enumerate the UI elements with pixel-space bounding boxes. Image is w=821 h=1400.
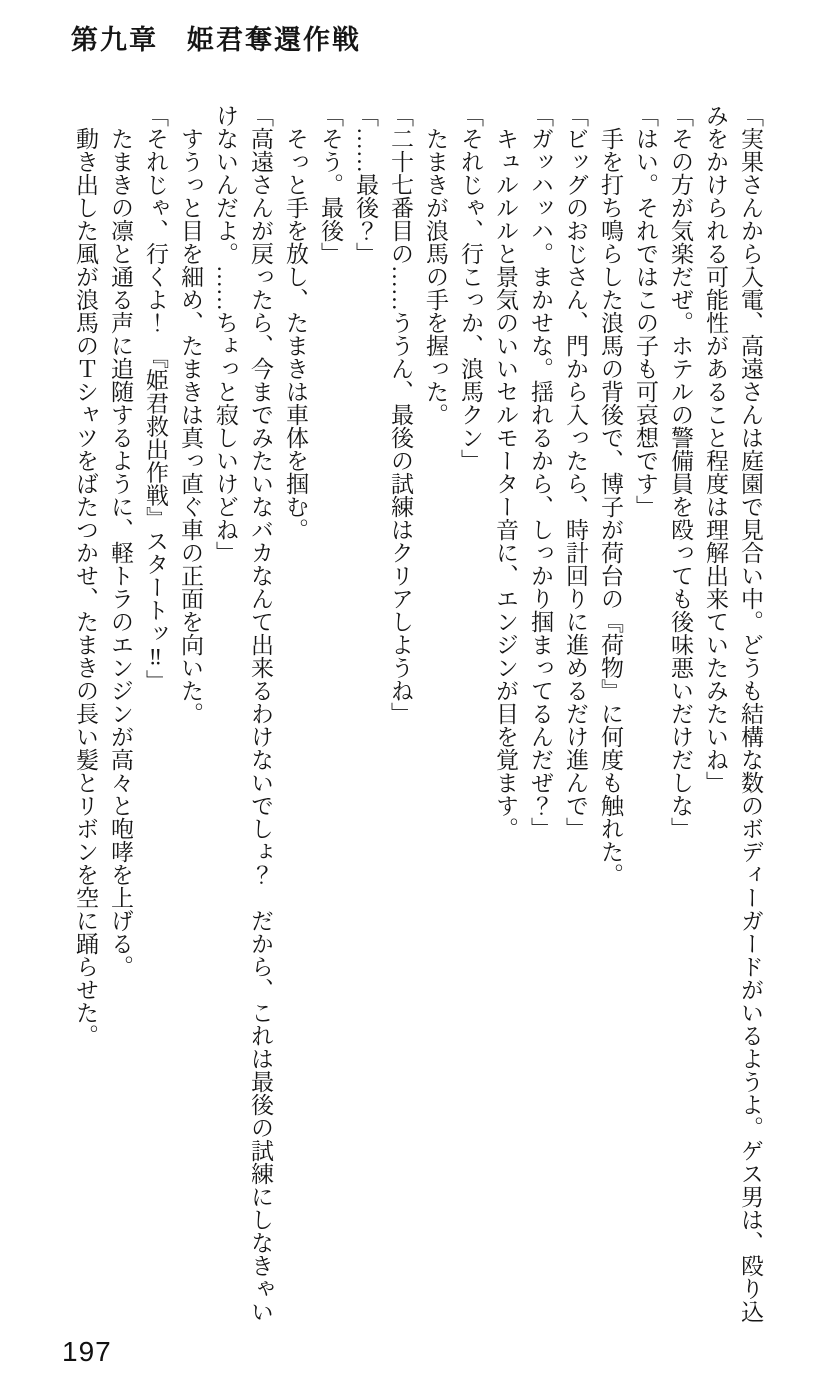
paragraph: 「はい。それではこの子も可哀想です」 <box>633 104 658 518</box>
paragraph: 「そう。最後」 <box>318 104 343 265</box>
paragraph: 「高遠さんが戻ったら、今までみたいなバカなんて出来るわけないでしょ？ だから、これは最後の試練にしなきゃいけないんだよ。……ちょっと寂しいけどね」 <box>213 104 273 1323</box>
paragraph: 「実果さんから入電、高遠さんは庭園で見合い中。どうも結構な数のボディーガードがいるようよ。ゲス男は、殴り込みをかけられる可能性があること程度は理解出来ていたみたいね」 <box>703 104 763 1323</box>
paragraph: たまきが浪馬の手を握った。 <box>423 104 448 426</box>
paragraph: そっと手を放し、たまきは車体を掴む。 <box>283 104 308 541</box>
body-text <box>56 104 768 1330</box>
paragraph: 「ビッグのおじさん、門から入ったら、時計回りに進めるだけ進んで」 <box>563 104 588 840</box>
paragraph: 「二十七番目の……ううん、最後の試練はクリアしようね」 <box>388 104 413 725</box>
paragraph: 「……最後？」 <box>353 104 378 265</box>
paragraph: すうっと目を細め、たまきは真っ直ぐ車の正面を向いた。 <box>178 104 203 725</box>
paragraph: 動き出した風が浪馬のＴシャツをばたつかせ、たまきの長い髪とリボンを空に踊らせた。 <box>73 104 98 1047</box>
paragraph: 「その方が気楽だぜ。ホテルの警備員を殴っても後味悪いだけだしな」 <box>668 104 693 840</box>
paragraph: たまきの凛と通る声に追随するように、軽トラのエンジンが高々と咆哮を上げる。 <box>108 104 133 978</box>
paragraph: キュルルルと景気のいいセルモーター音に、エンジンが目を覚ます。 <box>493 104 518 840</box>
paragraph: 手を打ち鳴らした浪馬の背後で、博子が荷台の『荷物』に何度も触れた。 <box>598 104 623 886</box>
paragraph: 「それじゃ、行こっか、浪馬クン」 <box>458 104 483 472</box>
paragraph: 「それじゃ、行くよ！ 『姫君救出作戦』スタートッ‼」 <box>143 104 168 693</box>
paragraph: 「ガッハッハ。まかせな。揺れるから、しっかり掴まってるんだぜ？」 <box>528 104 553 840</box>
chapter-heading: 第九章 姫君奪還作戦 <box>71 25 361 55</box>
page-number: 197 <box>62 1336 112 1367</box>
